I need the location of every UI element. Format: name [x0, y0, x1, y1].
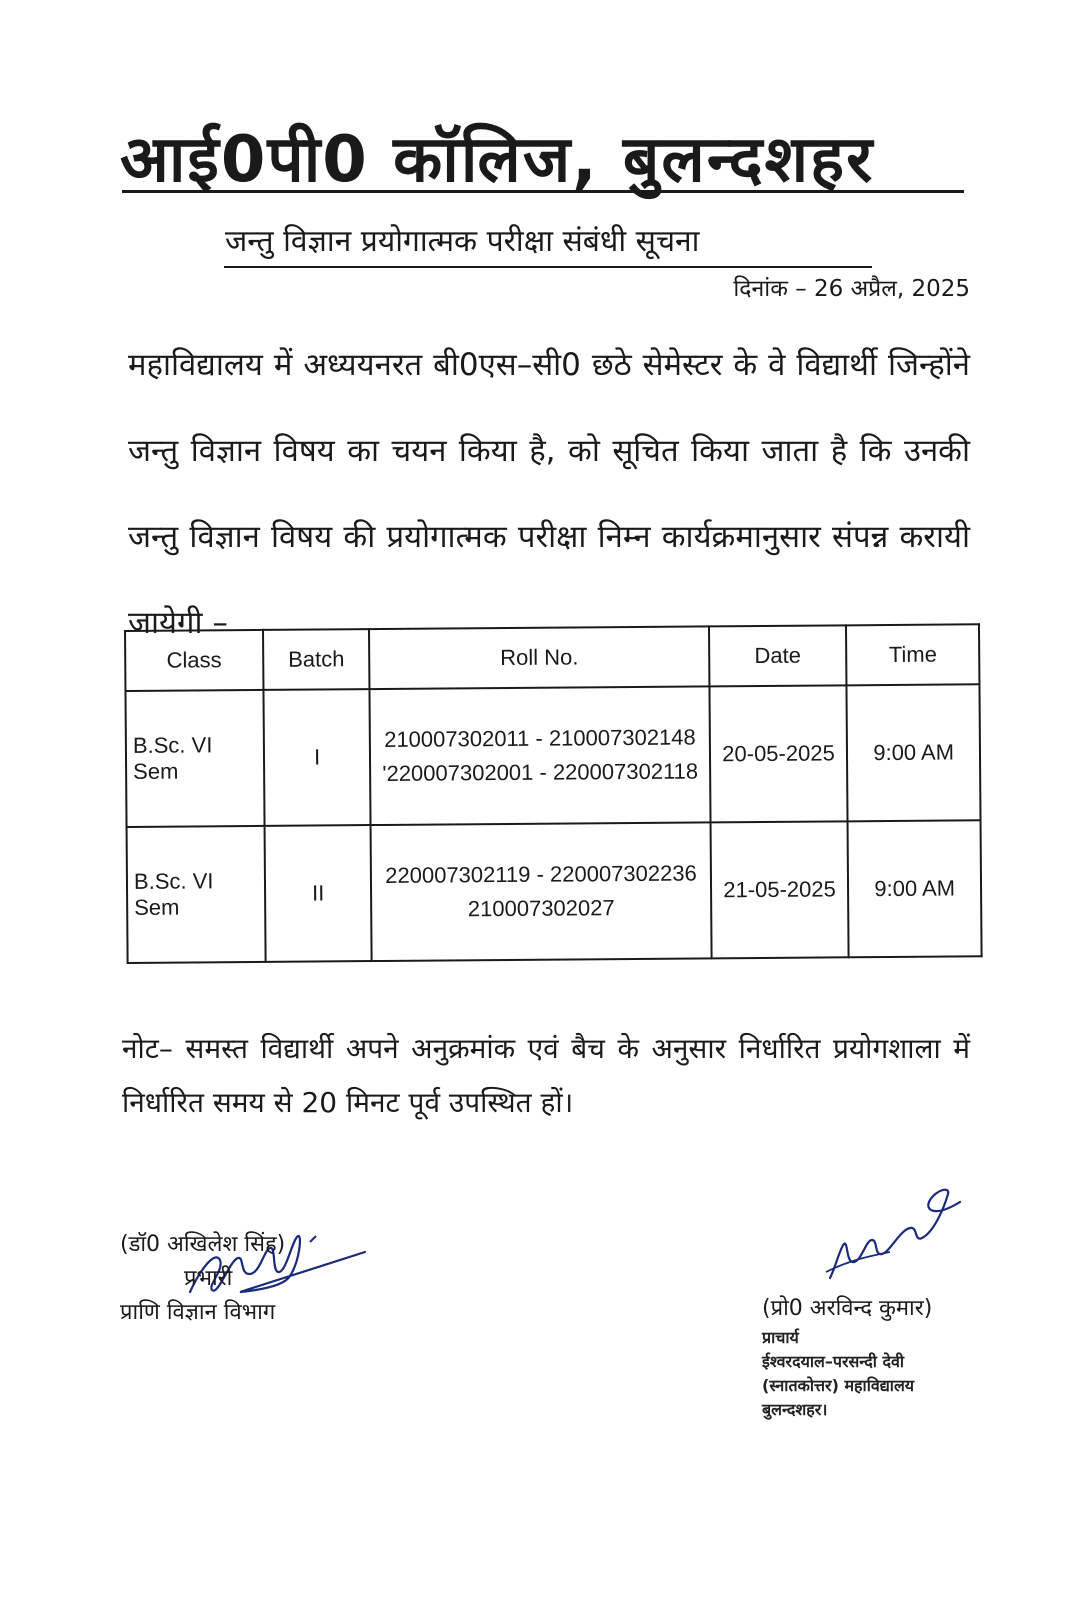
header-class: Class: [125, 630, 263, 691]
left-signatory-name: (डॉ0 अखिलेश सिंह): [120, 1232, 286, 1257]
notice-title-underline: [224, 266, 872, 268]
left-signatory-role: प्रभारी: [184, 1266, 233, 1291]
right-signatory: [762, 1292, 1022, 1422]
notice-paragraph: महाविद्यालय में अध्ययनरत बी0एस–सी0 छठे सेमेस्टर के वे विद्यार्थी जिन्होंने जन्तु विज्ञान विषय का चयन किया है, को सूचित किया जाता है कि उनकी जन्तु विज्ञान विषय की प्रयोगात्मक परीक्षा निम्न कार्यक्रमानुसार संपन्न करायी जायेगी –: [128, 347, 970, 641]
principal-stamp-line: ईश्वरदयाल–परसन्दी देवी: [762, 1352, 905, 1371]
title-underline: [122, 190, 964, 193]
principal-stamp-line: (स्नातकोत्तर) महाविद्यालय: [762, 1376, 915, 1395]
left-signatory-department: प्राणि विज्ञान विभाग: [120, 1300, 276, 1325]
table-header-row: [125, 624, 979, 691]
cell-batch: I: [263, 689, 371, 826]
roll-range: 210007302027: [467, 895, 615, 922]
roll-range: 220007302119 - 220007302236: [385, 860, 697, 888]
header-batch: Batch: [263, 629, 370, 690]
cell-roll-no: [370, 686, 710, 825]
table-row: [127, 820, 982, 963]
cell-time: 9:00 AM: [848, 820, 982, 957]
principal-stamp-line: प्राचार्य: [762, 1328, 799, 1347]
left-signatory: [120, 1228, 440, 1330]
cell-date: 20-05-2025: [709, 685, 848, 822]
cell-batch: II: [264, 825, 372, 962]
cell-roll-no: [371, 822, 711, 961]
note-text: नोट– समस्त विद्यार्थी अपने अनुक्रमांक एवं बैच के अनुसार निर्धारित प्रयोगशाला में निर्धारित समय से 20 मिनट पूर्व उपस्थित हों।: [122, 1032, 970, 1119]
schedule-table: [124, 623, 983, 964]
principal-stamp-line: बुलन्दशहर।: [762, 1400, 828, 1419]
cell-time: 9:00 AM: [847, 684, 981, 821]
right-signature-icon: [810, 1178, 980, 1288]
cell-date: 21-05-2025: [710, 821, 849, 958]
notice-date: दिनांक – 26 अप्रैल, 2025: [733, 276, 970, 302]
notice-title: जन्तु विज्ञान प्रयोगात्मक परीक्षा संबंधी सूचना: [225, 224, 700, 259]
cell-class: B.Sc. VI Sem: [125, 690, 264, 827]
right-signatory-name: (प्रो0 अरविन्द कुमार): [762, 1296, 933, 1321]
cell-class: B.Sc. VI Sem: [127, 826, 266, 963]
college-name: आई0पी0 कॉलिज, बुलन्दशहर: [120, 123, 875, 197]
header-time: Time: [846, 624, 979, 685]
roll-range: '220007302001 - 220007302118: [382, 758, 699, 786]
header-date: Date: [709, 625, 847, 686]
table-row: [125, 684, 980, 827]
roll-range: 210007302011 - 210007302148: [384, 724, 696, 752]
header-roll-no: Roll No.: [369, 626, 709, 689]
